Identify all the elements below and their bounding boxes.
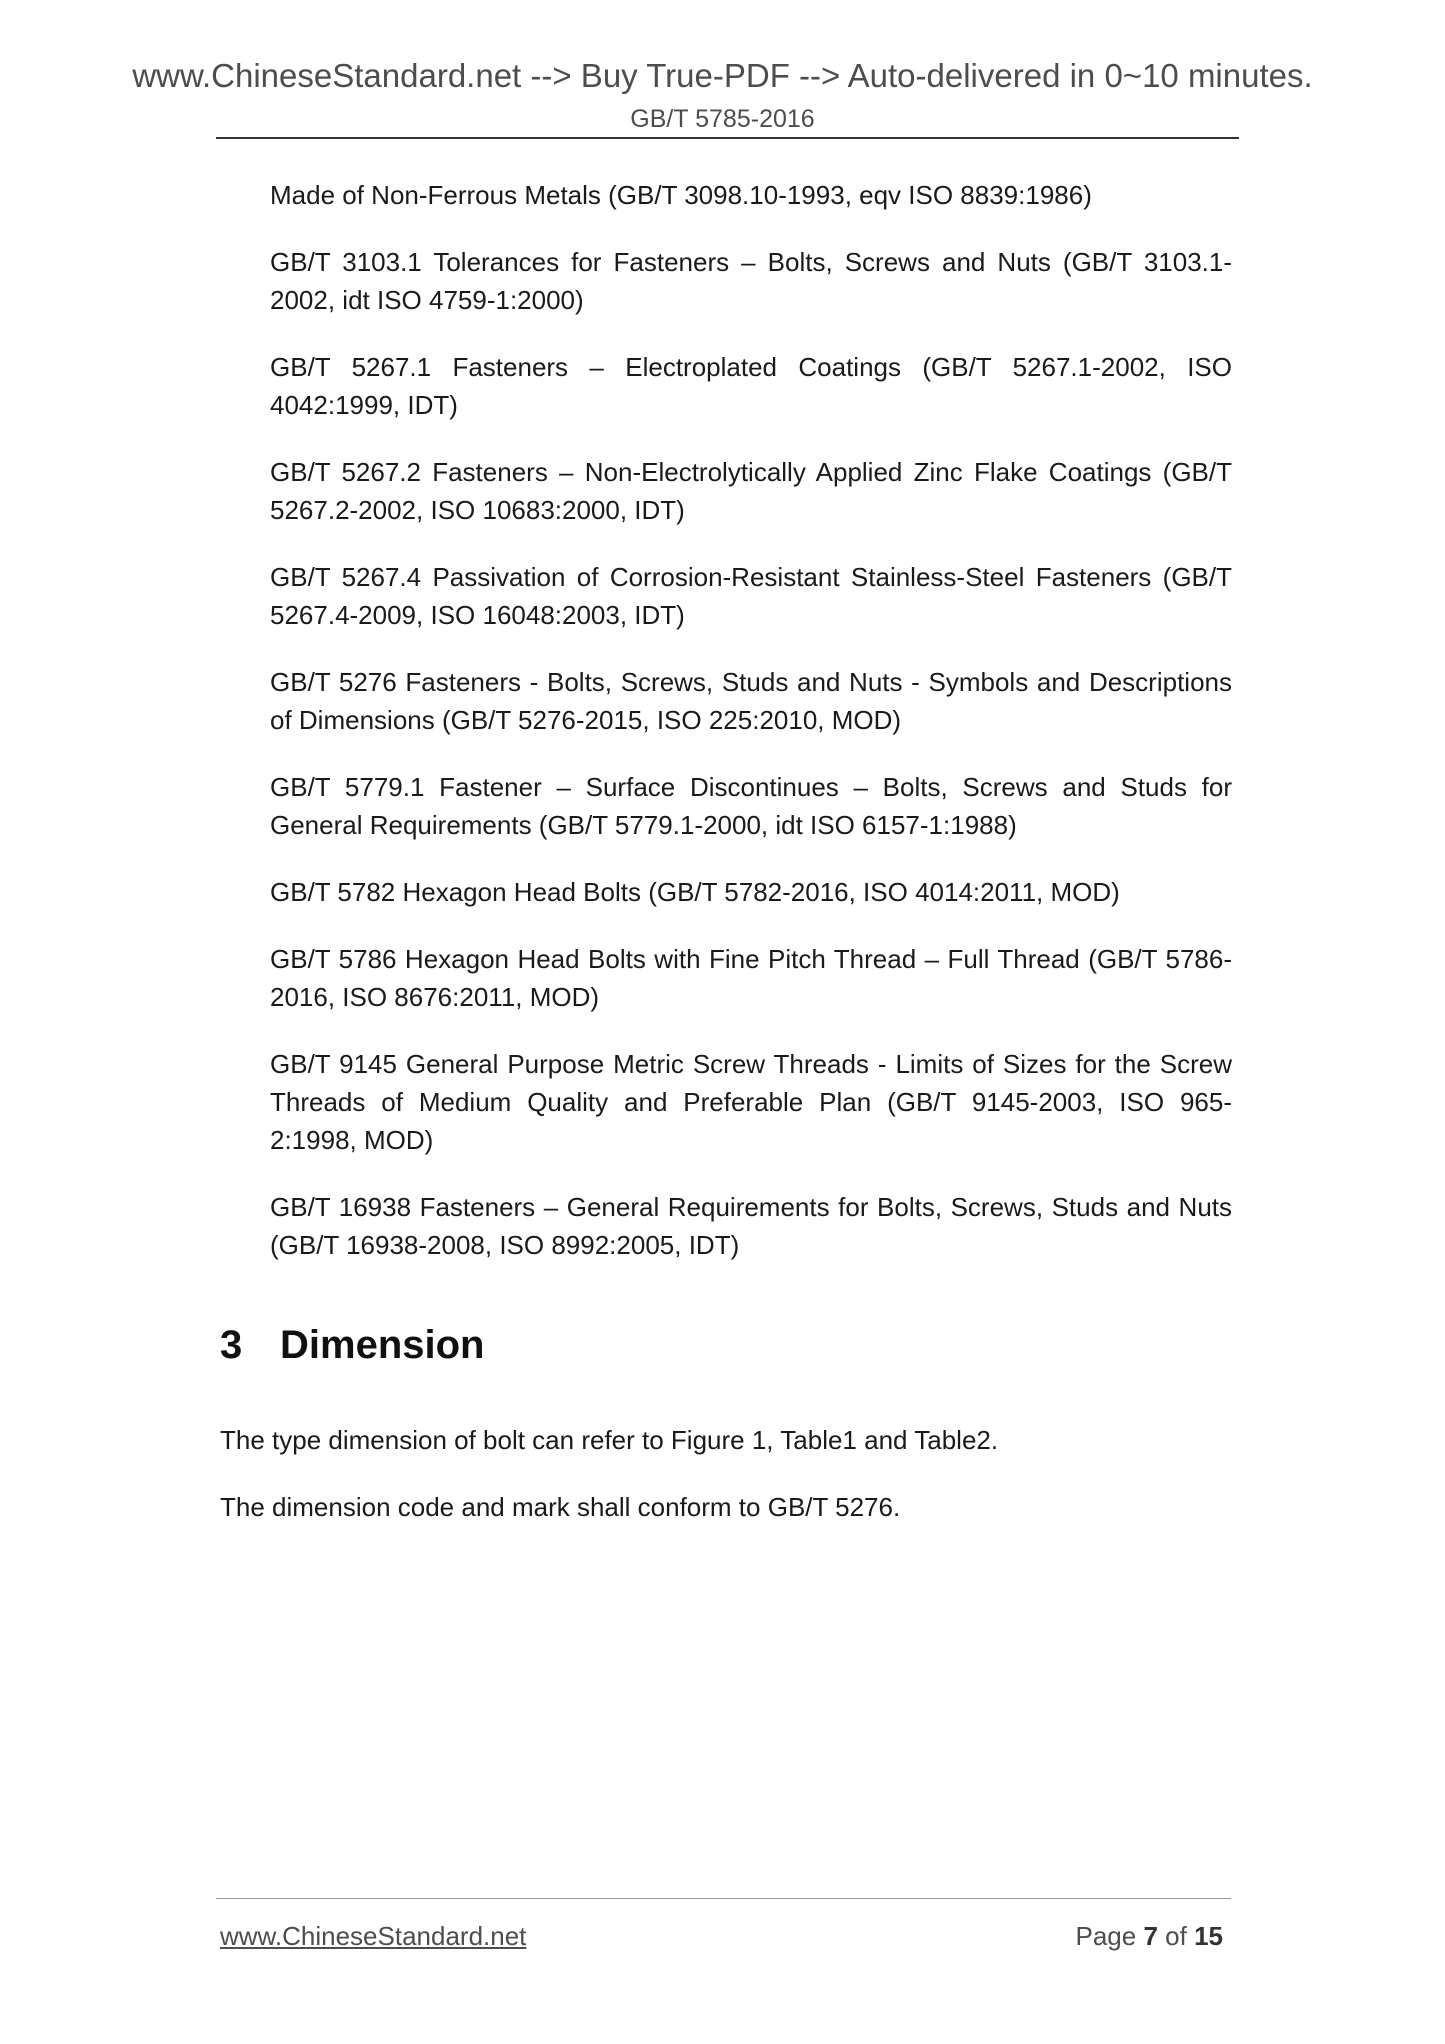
page-number [1075,1919,1223,1953]
reference-item: GB/T 3103.1 Tolerances for Fasteners – Bolts, Screws and Nuts (GB/T 3103.1-2002, idt ISO 4759-1:2000) [270,247,1232,315]
reference-item: GB/T 9145 General Purpose Metric Screw Threads - Limits of Sizes for the Screw Threads of Medium Quality and Preferable Plan (GB/T 9145-2003, ISO 965-2:1998, MOD) [270,1049,1232,1155]
reference-item: GB/T 5267.2 Fasteners – Non-Electrolytically Applied Zinc Flake Coatings (GB/T 5267.2-2002, ISO 10683:2000, IDT) [270,457,1232,525]
reference-item: GB/T 5779.1 Fastener – Surface Discontinues – Bolts, Screws and Studs for General Requirements (GB/T 5779.1-2000, idt ISO 6157-1:1988) [270,772,1232,840]
reference-item: GB/T 5786 Hexagon Head Bolts with Fine Pitch Thread – Full Thread (GB/T 5786-2016, ISO 8676:2011, MOD) [270,944,1232,1012]
footer-site-link[interactable]: www.ChineseStandard.net [220,1921,527,1951]
header-banner: www.ChineseStandard.net --> Buy True-PDF --> Auto-delivered in 0~10 minutes. [132,57,1313,94]
page-current: 7 [1143,1921,1158,1951]
reference-item: GB/T 5267.4 Passivation of Corrosion-Resistant Stainless-Steel Fasteners (GB/T 5267.4-2009, ISO 16048:2003, IDT) [270,562,1232,630]
page-prefix: Page [1075,1921,1137,1951]
body-paragraph: The dimension code and mark shall conform to GB/T 5276. [220,1492,901,1522]
footer-divider [216,1898,1231,1899]
page-total: 15 [1194,1921,1223,1951]
reference-item: GB/T 16938 Fasteners – General Requirements for Bolts, Screws, Studs and Nuts (GB/T 16938-2008, ISO 8992:2005, IDT) [270,1192,1232,1260]
header-divider [216,137,1239,139]
page-of: of [1165,1921,1187,1951]
reference-item: GB/T 5276 Fasteners - Bolts, Screws, Studs and Nuts - Symbols and Descriptions of Dimensions (GB/T 5276-2015, ISO 225:2010, MOD) [270,667,1232,735]
reference-item: GB/T 5267.1 Fasteners – Electroplated Coatings (GB/T 5267.1-2002, ISO 4042:1999, IDT) [270,352,1232,420]
section-number: 3 [220,1323,243,1367]
body-paragraph: The type dimension of bolt can refer to Figure 1, Table1 and Table2. [220,1425,999,1455]
section-heading [220,1320,484,1370]
standard-code: GB/T 5785-2016 [630,105,815,133]
section-title: Dimension [280,1323,485,1367]
reference-item: GB/T 5782 Hexagon Head Bolts (GB/T 5782-2016, ISO 4014:2011, MOD) [270,877,1120,907]
reference-item: Made of Non-Ferrous Metals (GB/T 3098.10-1993, eqv ISO 8839:1986) [270,180,1092,210]
normative-references-list [270,176,1232,1293]
